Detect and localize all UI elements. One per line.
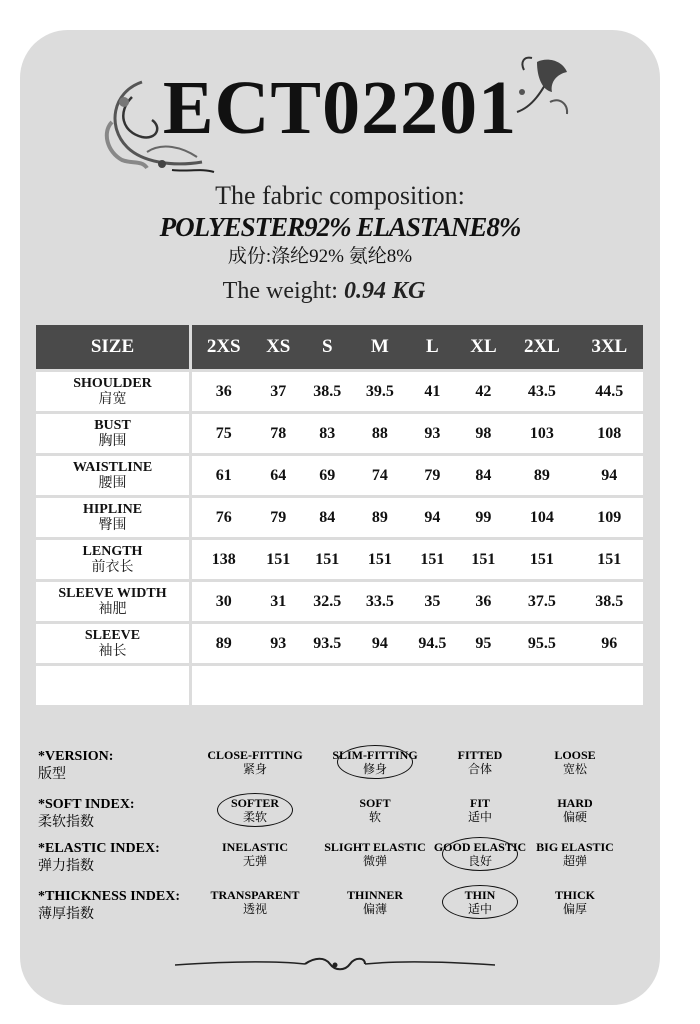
measurement-value: 35 xyxy=(406,582,459,621)
fabric-composition-value: POLYESTER92% ELASTANE8% xyxy=(159,212,521,242)
measurement-label-en: LENGTH xyxy=(82,543,143,559)
index-row xyxy=(38,748,638,792)
measurement-value: 83 xyxy=(301,414,354,453)
index-option xyxy=(195,840,315,868)
table-row xyxy=(36,624,643,663)
index-option-cn: 适中 xyxy=(467,810,492,824)
index-option-en: SOFT xyxy=(359,796,391,810)
measurement-label-en: HIPLINE xyxy=(82,501,143,517)
measurement-value: 42 xyxy=(459,372,509,411)
measurement-label xyxy=(36,456,192,495)
table-row xyxy=(36,540,643,579)
measurement-value: 94 xyxy=(576,456,643,495)
measurement-label-cn: 袖肥 xyxy=(98,601,127,617)
index-option-cn: 无弹 xyxy=(242,854,267,868)
index-option-cn: 适中 xyxy=(467,902,492,916)
size-header-cell: 2XS xyxy=(192,325,255,369)
measurement-label xyxy=(36,540,192,579)
index-option xyxy=(195,748,315,776)
index-label-cn: 柔软指数 xyxy=(38,815,94,830)
measurement-value: 64 xyxy=(255,456,301,495)
measurement-value: 93.5 xyxy=(301,624,354,663)
measurement-value: 151 xyxy=(406,540,459,579)
weight-value: 0.94 KG xyxy=(343,278,426,304)
size-header-cell: 3XL xyxy=(576,325,643,369)
table-row xyxy=(36,372,643,411)
index-row xyxy=(38,888,638,932)
index-option-en: THIN xyxy=(464,888,496,902)
index-option-cn: 宽松 xyxy=(562,762,587,776)
size-column-header: SIZE xyxy=(36,325,192,369)
index-option-en: THICK xyxy=(554,888,595,902)
measurement-label-cn: 前衣长 xyxy=(91,559,134,575)
measurement-value: 61 xyxy=(192,456,255,495)
index-label-en: *SOFT INDEX: xyxy=(38,797,135,812)
measurement-label-cn: 肩宽 xyxy=(98,391,127,407)
measurement-value: 93 xyxy=(255,624,301,663)
index-option xyxy=(315,796,435,824)
table-row xyxy=(36,414,643,453)
index-option-cn: 紧身 xyxy=(242,762,267,776)
measurement-value: 79 xyxy=(255,498,301,537)
table-row xyxy=(36,582,643,621)
measurement-value: 38.5 xyxy=(576,582,643,621)
weight-label: The weight: xyxy=(222,278,338,304)
index-label-cn: 版型 xyxy=(38,767,66,782)
index-option-cn: 偏厚 xyxy=(562,902,587,916)
index-option-cn: 偏薄 xyxy=(362,902,387,916)
index-option-cn: 软 xyxy=(368,810,381,824)
measurement-value: 94 xyxy=(406,498,459,537)
size-header-cell: XL xyxy=(459,325,509,369)
measurement-value: 151 xyxy=(508,540,575,579)
measurement-label-en: SHOULDER xyxy=(73,375,152,391)
measurement-value: 95 xyxy=(459,624,509,663)
measurement-value: 98 xyxy=(459,414,509,453)
size-header-cell: M xyxy=(354,325,407,369)
fabric-composition-heading: The fabric composition: xyxy=(215,181,465,210)
index-option xyxy=(195,888,315,916)
index-option-en: HARD xyxy=(557,796,593,810)
index-option-en: THINNER xyxy=(346,888,403,902)
size-header-cell: S xyxy=(301,325,354,369)
index-option-selected xyxy=(315,748,435,776)
measurement-value: 76 xyxy=(192,498,255,537)
measurement-value: 93 xyxy=(406,414,459,453)
measurement-value: 79 xyxy=(406,456,459,495)
measurement-value: 151 xyxy=(255,540,301,579)
index-option-en: LOOSE xyxy=(554,748,596,762)
index-option xyxy=(515,796,635,824)
empty-value-cell xyxy=(192,666,643,705)
measurement-value: 30 xyxy=(192,582,255,621)
measurement-label-en: SLEEVE WIDTH xyxy=(58,585,167,601)
index-option-cn: 偏硬 xyxy=(562,810,587,824)
measurement-value: 74 xyxy=(354,456,407,495)
index-option-en: TRANSPARENT xyxy=(210,888,300,902)
measurement-value: 96 xyxy=(576,624,643,663)
measurement-value: 75 xyxy=(192,414,255,453)
index-option-en: INELASTIC xyxy=(221,840,289,854)
measurement-value: 109 xyxy=(576,498,643,537)
measurement-value: 37.5 xyxy=(508,582,575,621)
bottom-divider-ornament xyxy=(175,955,495,975)
measurement-value: 69 xyxy=(301,456,354,495)
table-row xyxy=(36,456,643,495)
measurement-value: 94.5 xyxy=(406,624,459,663)
measurement-label-cn: 腰围 xyxy=(98,475,127,491)
measurement-label xyxy=(36,414,192,453)
measurement-label-cn: 臀围 xyxy=(98,517,127,533)
measurement-value: 84 xyxy=(301,498,354,537)
index-label-en: *THICKNESS INDEX: xyxy=(38,889,180,904)
measurement-label xyxy=(36,372,192,411)
index-option xyxy=(515,840,635,868)
index-option xyxy=(515,888,635,916)
measurement-value: 32.5 xyxy=(301,582,354,621)
measurement-value: 89 xyxy=(354,498,407,537)
measurement-value: 36 xyxy=(459,582,509,621)
index-label-cn: 弹力指数 xyxy=(38,859,94,874)
measurement-value: 151 xyxy=(576,540,643,579)
index-option-en: SLIM-FITTING xyxy=(332,748,418,762)
measurement-value: 108 xyxy=(576,414,643,453)
measurement-value: 36 xyxy=(192,372,255,411)
empty-table-row xyxy=(36,666,643,705)
measurement-value: 41 xyxy=(406,372,459,411)
measurement-label-en: SLEEVE xyxy=(84,627,141,643)
index-option-en: FIT xyxy=(469,796,490,810)
measurement-label-cn: 胸围 xyxy=(98,433,127,449)
weight-line xyxy=(0,278,648,305)
measurement-value: 33.5 xyxy=(354,582,407,621)
index-label-en: *ELASTIC INDEX: xyxy=(38,841,160,856)
table-row xyxy=(36,498,643,537)
measurement-value: 37 xyxy=(255,372,301,411)
index-option-cn: 透视 xyxy=(242,902,267,916)
product-code-title: ECT02201 xyxy=(162,66,518,150)
measurement-value: 43.5 xyxy=(508,372,575,411)
fabric-composition-chinese: 成份:涤纶92% 氨纶8% xyxy=(227,246,413,267)
index-label-en: *VERSION: xyxy=(38,749,114,764)
index-option-en: BIG ELASTIC xyxy=(536,840,614,854)
measurement-value: 151 xyxy=(354,540,407,579)
measurement-value: 39.5 xyxy=(354,372,407,411)
index-option-cn: 柔软 xyxy=(242,810,267,824)
index-option-cn: 微弹 xyxy=(362,854,387,868)
index-option-cn: 修身 xyxy=(362,762,387,776)
measurement-value: 95.5 xyxy=(508,624,575,663)
size-header-row xyxy=(36,325,643,369)
size-table xyxy=(36,322,643,708)
index-option-selected xyxy=(195,796,315,824)
measurement-value: 84 xyxy=(459,456,509,495)
measurement-value: 78 xyxy=(255,414,301,453)
measurement-value: 38.5 xyxy=(301,372,354,411)
measurement-label xyxy=(36,498,192,537)
index-row xyxy=(38,796,638,840)
measurement-value: 151 xyxy=(301,540,354,579)
measurement-value: 88 xyxy=(354,414,407,453)
index-option-en: SLIGHT ELASTIC xyxy=(324,840,426,854)
size-header-cell: L xyxy=(406,325,459,369)
index-option xyxy=(515,748,635,776)
measurement-label-en: BUST xyxy=(94,417,131,433)
measurement-value: 89 xyxy=(508,456,575,495)
measurement-value: 99 xyxy=(459,498,509,537)
measurement-value: 104 xyxy=(508,498,575,537)
measurement-value: 89 xyxy=(192,624,255,663)
index-option xyxy=(315,840,435,868)
size-header-cell: 2XL xyxy=(508,325,575,369)
measurement-label-en: WAISTLINE xyxy=(72,459,153,475)
index-option-cn: 良好 xyxy=(467,854,492,868)
index-option-en: SOFTER xyxy=(230,796,279,810)
measurement-label-cn: 袖长 xyxy=(98,643,127,659)
size-header-cell: XS xyxy=(255,325,301,369)
index-row xyxy=(38,840,638,884)
index-option-en: CLOSE-FITTING xyxy=(207,748,303,762)
measurement-value: 31 xyxy=(255,582,301,621)
index-option-en: GOOD ELASTIC xyxy=(433,840,527,854)
measurement-value: 103 xyxy=(508,414,575,453)
index-option-cn: 合体 xyxy=(467,762,492,776)
measurement-value: 138 xyxy=(192,540,255,579)
measurement-label xyxy=(36,582,192,621)
measurement-label xyxy=(36,624,192,663)
index-option-en: FITTED xyxy=(457,748,503,762)
measurement-value: 94 xyxy=(354,624,407,663)
measurement-value: 44.5 xyxy=(576,372,643,411)
measurement-value: 151 xyxy=(459,540,509,579)
index-option xyxy=(315,888,435,916)
index-label-cn: 薄厚指数 xyxy=(38,907,94,922)
empty-label-cell xyxy=(36,666,192,705)
index-option-cn: 超弹 xyxy=(562,854,587,868)
